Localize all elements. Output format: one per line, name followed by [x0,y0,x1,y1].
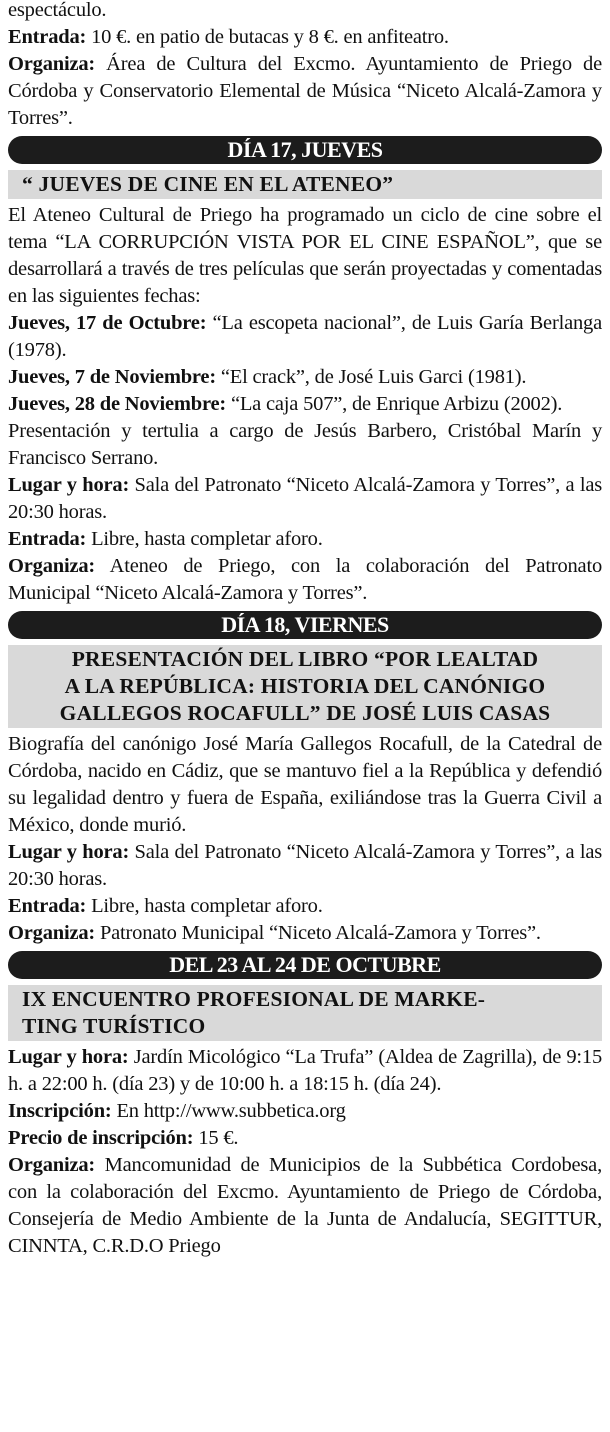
title-line: IX ENCUENTRO PROFESIONAL DE MARKE- [22,987,486,1011]
value: En http://www.subbetica.org [111,1100,346,1122]
value: 10 €. en patio de butacas y 8 €. en anfiteatro. [86,26,449,48]
section-title-marketing [8,985,602,1041]
label: Lugar y hora: [8,1046,129,1068]
film-date: Jueves, 7 de Noviembre: [8,366,216,388]
intro-organiza [8,51,602,132]
value: Jardín Micológico “La Trufa” (Aldea de Zagrilla), de 9:15 h. a 22:00 h. (día 23) y de 10:00 h. a 18:15 h. (día 24). [8,1046,602,1095]
label: Organiza: [8,922,96,944]
value: Sala del Patronato “Niceto Alcalá-Zamora y Torres”, a las 20:30 horas. [8,841,602,890]
day-header-23-24: DEL 23 AL 24 DE OCTUBRE [8,951,602,979]
section-title-libro [8,645,602,728]
day-header-17: DÍA 17, JUEVES [8,136,602,164]
cine-organiza [8,553,602,607]
libro-lugar [8,839,602,893]
cine-presentacion: Presentación y tertulia a cargo de Jesús Barbero, Cristóbal Marín y Francisco Serrano. [8,420,602,469]
film-text: “La escopeta nacional”, de Luis Garía Berlanga (1978). [8,312,602,361]
film-item [8,310,602,364]
label: Inscripción: [8,1100,112,1122]
label: Organiza: [8,53,96,75]
value: Área de Cultura del Excmo. Ayuntamiento de Priego de Córdoba y Conservatorio Elemental de Música “Niceto Alcalá-Zamora y Torres”. [8,53,602,129]
intro-fragment: espectáculo. [8,0,107,21]
value: Sala del Patronato “Niceto Alcalá-Zamora y Torres”, a las 20:30 horas. [8,474,602,523]
title-line: A LA REPÚBLICA: HISTORIA DEL CANÓNIGO [64,674,546,698]
cine-lugar [8,472,602,526]
section-title-cine: “ JUEVES DE CINE EN EL ATENEO” [8,170,602,199]
marketing-lugar [8,1044,602,1098]
marketing-organiza [8,1152,602,1260]
film-date: Jueves, 17 de Octubre: [8,312,207,334]
label: Organiza: [8,1154,96,1176]
libro-body: Biografía del canónigo José María Gallegos Rocafull, de la Catedral de Córdoba, nacido en Cádiz, que se mantuvo fiel a la República y defendió su legalidad dentro y fuera de España, exiliándose tras la Guerra Civil a México, donde murió. [8,733,602,836]
value: Patronato Municipal “Niceto Alcalá-Zamora y Torres”. [95,922,541,944]
film-text: “La caja 507”, de Enrique Arbizu (2002). [226,393,563,415]
marketing-inscripcion [8,1098,602,1125]
label: Precio de inscripción: [8,1127,194,1149]
value: Ateneo de Priego, con la colaboración del Patronato Municipal “Niceto Alcalá-Zamora y Torres”. [8,555,602,604]
label: Lugar y hora: [8,474,130,496]
label: Entrada: [8,26,87,48]
day-header-18: DÍA 18, VIERNES [8,611,602,639]
title-line: PRESENTACIÓN DEL LIBRO “POR LEALTAD [71,647,539,671]
title-line: GALLEGOS ROCAFULL” DE JOSÉ LUIS CASAS [59,701,551,725]
title-line: TING TURÍSTICO [22,1014,206,1038]
value: Mancomunidad de Municipios de la Subbética Cordobesa, con la colaboración del Excmo. Ayuntamiento de Priego de Córdoba, Consejería de Medio Ambiente de la Junta de Andalucía, SEGITTUR, CINNTA, C.R.D.O Priego [8,1154,602,1257]
film-item [8,391,602,418]
label: Entrada: [8,895,87,917]
film-text: “El crack”, de José Luis Garci (1981). [215,366,527,388]
film-date: Jueves, 28 de Noviembre: [8,393,227,415]
marketing-precio [8,1125,602,1152]
cine-intro: El Ateneo Cultural de Priego ha programado un ciclo de cine sobre el tema “LA CORRUPCIÓN VISTA POR EL CINE ESPAÑOL”, que se desarrollará a través de tres películas que serán proyectadas y comentadas en las siguientes fechas: [8,204,602,307]
value: Libre, hasta completar aforo. [86,895,323,917]
libro-entrada [8,893,602,920]
label: Lugar y hora: [8,841,130,863]
intro-entrada [8,24,602,51]
value: Libre, hasta completar aforo. [86,528,323,550]
libro-organiza [8,920,602,947]
cine-entrada [8,526,602,553]
film-item [8,364,602,391]
label: Organiza: [8,555,96,577]
value: 15 €. [193,1127,239,1149]
label: Entrada: [8,528,87,550]
